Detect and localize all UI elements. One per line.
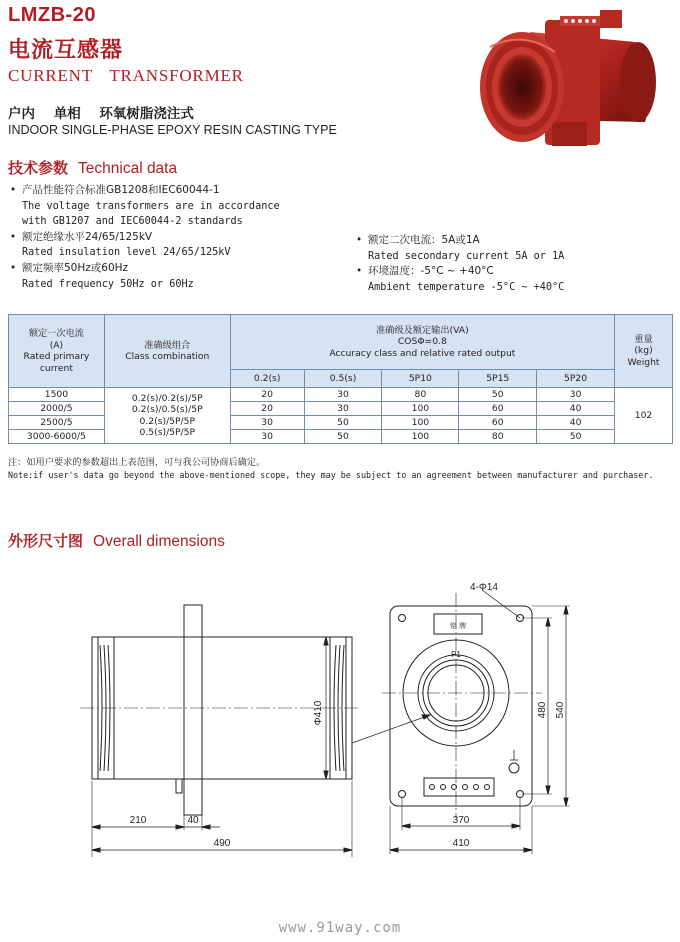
class-combination: 0.2(s)/0.5(s)/5P <box>131 404 203 415</box>
technical-section-title <box>8 157 177 178</box>
tech-bullet-cn: 额定绝缘水平24/65/125kV <box>22 230 153 243</box>
subheader-cell: 5P15 <box>459 370 537 388</box>
terminal-p1-label: P1 <box>451 650 461 659</box>
header-text: current <box>39 362 73 374</box>
subheader-cell: 5P10 <box>382 370 459 388</box>
tech-bullet: • 额定频率50Hz或60Hz <box>10 261 129 274</box>
header-primary-current <box>9 315 105 388</box>
table-row <box>9 388 673 402</box>
cell-weight: 102 <box>615 388 673 444</box>
tech-bullet-en: The voltage transformers are in accordance <box>22 200 280 212</box>
product-photo <box>460 2 675 152</box>
cell-value: 20 <box>230 402 304 416</box>
cell-current: 2500/5 <box>9 416 105 430</box>
tech-bullets-left <box>10 183 350 292</box>
dimensions-section-title <box>8 530 225 551</box>
dimensions-title-cn: 外形尺寸图 <box>8 532 84 550</box>
model-number: LMZB-20 <box>8 4 96 26</box>
cell-value: 80 <box>382 388 459 402</box>
cell-value: 100 <box>382 402 459 416</box>
nameplate-label: 铭 牌 <box>449 622 467 630</box>
tech-bullet: • 环境温度：-5°C ~ +40°C <box>356 265 494 278</box>
watermark: www.91way.com <box>278 920 402 936</box>
technical-title-en: Technical data <box>78 160 178 177</box>
cell-value: 30 <box>304 388 382 402</box>
cell-value: 40 <box>537 402 615 416</box>
cell-value: 50 <box>459 388 537 402</box>
cell-current: 3000-6000/5 <box>9 430 105 444</box>
tech-bullet-en: Rated secondary current 5A or 1A <box>368 250 565 262</box>
tech-bullet-en: with GB1207 and IEC60044-2 standards <box>22 216 243 228</box>
cell-current: 2000/5 <box>9 402 105 416</box>
tech-bullet: • 产品性能符合标准GB1208和IEC60044-1 <box>10 184 220 196</box>
tech-bullet-en: Rated frequency 50Hz or 60Hz <box>22 278 194 290</box>
cell-value: 30 <box>537 388 615 402</box>
subheader-cell: 0.2(s) <box>230 370 304 388</box>
dim-left-length: 210 <box>129 815 147 826</box>
title-cn: 电流互感器 <box>8 38 124 63</box>
cell-value: 60 <box>459 416 537 430</box>
tech-bullet-cn: 额定二次电流：5A或1A <box>368 234 480 246</box>
cell-value: 50 <box>304 416 382 430</box>
cell-value: 50 <box>304 430 382 444</box>
tech-bullet-cn: 额定频率50Hz或60Hz <box>22 261 129 274</box>
dim-outer-diameter: Φ410 <box>313 700 324 726</box>
front-plate <box>390 606 532 806</box>
header-text: Weight <box>627 356 660 368</box>
cell-value: 60 <box>459 402 537 416</box>
header-text: Accuracy class and relative rated output <box>329 347 516 359</box>
dim-total-length: 490 <box>213 838 231 849</box>
header-text: 重量 <box>634 333 653 345</box>
header-text: 准确级及额定输出(VA) <box>376 324 469 336</box>
header-text: Rated primary <box>23 351 90 362</box>
cell-value: 100 <box>382 416 459 430</box>
cell-value: 50 <box>537 430 615 444</box>
dim-inner-width: 370 <box>452 815 470 826</box>
cell-value: 100 <box>382 430 459 444</box>
side-view-drawing <box>60 595 365 865</box>
cell-value: 30 <box>230 416 304 430</box>
header-accuracy-output <box>230 315 614 370</box>
technical-title-cn: 技术参数 <box>8 159 69 177</box>
cell-current: 1500 <box>9 388 105 402</box>
dim-flange: 40 <box>187 815 199 826</box>
cell-class-combinations <box>104 388 230 444</box>
front-view-drawing <box>342 578 582 863</box>
cell-value: 80 <box>459 430 537 444</box>
tech-bullet-en: Rated insulation level 24/65/125kV <box>22 247 231 259</box>
header-text: (A) <box>49 339 64 351</box>
header-class-combination <box>104 315 230 388</box>
dim-outer-width: 410 <box>452 838 470 849</box>
notes <box>8 456 673 482</box>
tech-bullet: • 额定二次电流：5A或1A <box>356 234 480 246</box>
subheader-cell: 0.5(s) <box>304 370 382 388</box>
note-cn: 注：如用户要求的参数超出上表范围，可与我公司协商后确定。 <box>8 457 266 468</box>
header-text: 准确级组合 <box>144 339 191 351</box>
subtitle-en: INDOOR SINGLE-PHASE EPOXY RESIN CASTING TYPE <box>8 123 337 137</box>
header-text: COSΦ=0.8 <box>397 336 447 348</box>
spec-table <box>8 314 673 444</box>
cell-value: 30 <box>230 430 304 444</box>
tech-bullet-cn: 产品性能符合标准GB1208和IEC60044-1 <box>22 184 220 196</box>
dim-outer-height: 540 <box>555 701 566 719</box>
header-text: (kg) <box>634 345 653 357</box>
tech-bullet: • 额定绝缘水平24/65/125kV <box>10 230 153 243</box>
tech-bullet-en: Ambient temperature -5°C ~ +40°C <box>368 281 565 293</box>
note-en: Note:if user's data go beyond the above-mentioned scope, they may be subject to an agreement between manufacturer and purchaser. <box>8 470 654 480</box>
subheader-cell: 5P20 <box>537 370 615 388</box>
cell-value: 30 <box>304 402 382 416</box>
title-en: CURRENT TRANSFORMER <box>8 66 244 85</box>
class-combination: 0.2(s)/5P/5P <box>139 415 196 427</box>
header-weight <box>615 315 673 388</box>
dimensions-title-en: Overall dimensions <box>93 533 225 550</box>
cell-value: 40 <box>537 416 615 430</box>
cell-value: 20 <box>230 388 304 402</box>
dim-holes: 4-Φ14 <box>470 582 498 593</box>
header-text: Class combination <box>125 351 210 362</box>
class-combination: 0.2(s)/0.2(s)/5P <box>131 392 203 404</box>
header-text: 额定一次电流 <box>28 328 84 339</box>
tech-bullets-right <box>356 233 676 295</box>
subtitle-cn: 户内 单相 环氧树脂浇注式 <box>8 106 194 122</box>
class-combination: 0.5(s)/5P/5P <box>139 427 196 438</box>
tech-bullet-cn: 环境温度：-5°C ~ +40°C <box>368 265 494 278</box>
dim-inner-height: 480 <box>537 701 548 719</box>
